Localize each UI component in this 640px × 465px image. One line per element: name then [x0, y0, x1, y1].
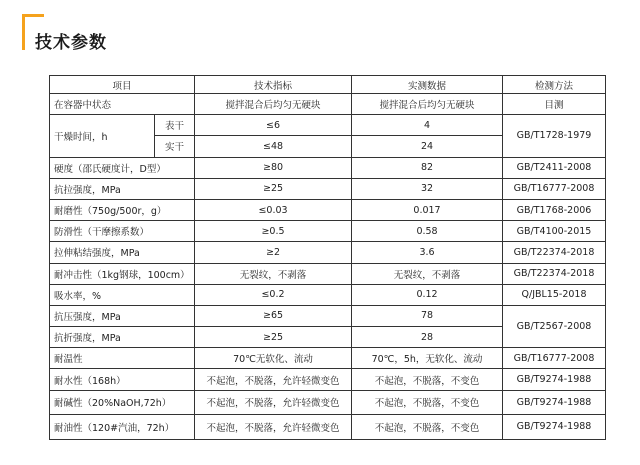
header-method: 检测方法	[503, 76, 606, 94]
row-spec: 搅拌混合后均匀无硬块	[195, 94, 352, 115]
row-measured: 3.6	[352, 242, 503, 263]
row-method: 目测	[503, 94, 606, 115]
row-measured: 4	[352, 115, 503, 136]
row-method: GB/T22374-2018	[503, 242, 606, 263]
table-row	[50, 284, 606, 305]
row-method: GB/T1728-1979	[503, 115, 606, 157]
row-subitem: 实干	[155, 136, 195, 157]
section-title	[22, 14, 222, 58]
row-spec: 不起泡，不脱落，允许轻微变色	[195, 415, 352, 440]
row-item: 吸水率，%	[50, 284, 195, 305]
row-item: 抗压强度，MPa	[50, 305, 195, 326]
row-measured: 无裂纹，不剥落	[352, 263, 503, 284]
table-row	[50, 199, 606, 220]
table-row	[50, 263, 606, 284]
row-spec: 70℃无软化、流动	[195, 348, 352, 369]
row-measured: 不起泡，不脱落，不变色	[352, 415, 503, 440]
row-measured: 28	[352, 327, 503, 348]
row-spec: ≥0.5	[195, 221, 352, 242]
row-item: 耐磨性（750g/500r，g）	[50, 199, 195, 220]
row-spec: ≤48	[195, 136, 352, 157]
row-method: GB/T2567-2008	[503, 305, 606, 347]
header-measured: 实测数据	[352, 76, 503, 94]
row-subitem: 表干	[155, 115, 195, 136]
table-header-row	[50, 76, 606, 94]
row-method: GB/T1768-2006	[503, 199, 606, 220]
row-item: 抗折强度，MPa	[50, 327, 195, 348]
table-row	[50, 242, 606, 263]
row-item: 抗拉强度，MPa	[50, 178, 195, 199]
row-item: 在容器中状态	[50, 94, 195, 115]
spec-table	[49, 75, 606, 440]
row-method: GB/T22374-2018	[503, 263, 606, 284]
table-row	[50, 390, 606, 415]
row-measured: 70℃，5h，无软化、流动	[352, 348, 503, 369]
row-item: 拉伸粘结强度，MPa	[50, 242, 195, 263]
table-row	[50, 157, 606, 178]
row-method: GB/T16777-2008	[503, 348, 606, 369]
row-spec: ≥80	[195, 157, 352, 178]
row-spec: ≤0.2	[195, 284, 352, 305]
row-measured: 0.017	[352, 199, 503, 220]
row-measured: 24	[352, 136, 503, 157]
row-item: 耐油性（120#汽油，72h）	[50, 415, 195, 440]
row-item: 耐水性（168h）	[50, 369, 195, 390]
row-measured: 78	[352, 305, 503, 326]
row-measured: 0.12	[352, 284, 503, 305]
row-measured: 搅拌混合后均匀无硬块	[352, 94, 503, 115]
row-spec: ≤6	[195, 115, 352, 136]
table-row	[50, 115, 606, 136]
header-item: 项目	[50, 76, 195, 94]
row-spec: ≥65	[195, 305, 352, 326]
row-item: 防滑性（干摩擦系数）	[50, 221, 195, 242]
row-spec: 不起泡，不脱落，允许轻微变色	[195, 390, 352, 415]
row-item: 耐温性	[50, 348, 195, 369]
row-method: GB/T4100-2015	[503, 221, 606, 242]
row-spec: 无裂纹，不剥落	[195, 263, 352, 284]
table-row	[50, 221, 606, 242]
row-method: GB/T9274-1988	[503, 390, 606, 415]
row-method: GB/T2411-2008	[503, 157, 606, 178]
row-method: GB/T16777-2008	[503, 178, 606, 199]
row-spec: ≥25	[195, 327, 352, 348]
row-spec: 不起泡，不脱落，允许轻微变色	[195, 369, 352, 390]
row-item: 耐碱性（20%NaOH,72h）	[50, 390, 195, 415]
row-item: 干燥时间，h	[50, 115, 155, 157]
page-title: 技术参数	[35, 33, 107, 53]
row-measured: 0.58	[352, 221, 503, 242]
row-item: 耐冲击性（1kg钢球，100cm）	[50, 263, 195, 284]
row-method: GB/T9274-1988	[503, 415, 606, 440]
row-spec: ≤0.03	[195, 199, 352, 220]
row-spec: ≥2	[195, 242, 352, 263]
header-spec: 技术指标	[195, 76, 352, 94]
row-spec: ≥25	[195, 178, 352, 199]
table-row	[50, 369, 606, 390]
row-measured: 不起泡，不脱落，不变色	[352, 369, 503, 390]
row-method: GB/T9274-1988	[503, 369, 606, 390]
table-row	[50, 415, 606, 440]
row-method: Q/JBL15-2018	[503, 284, 606, 305]
row-measured: 82	[352, 157, 503, 178]
table-row	[50, 348, 606, 369]
table-row	[50, 305, 606, 326]
row-item: 硬度（邵氏硬度计，D型）	[50, 157, 195, 178]
table-row	[50, 178, 606, 199]
table-row	[50, 94, 606, 115]
row-measured: 不起泡，不脱落，不变色	[352, 390, 503, 415]
row-measured: 32	[352, 178, 503, 199]
